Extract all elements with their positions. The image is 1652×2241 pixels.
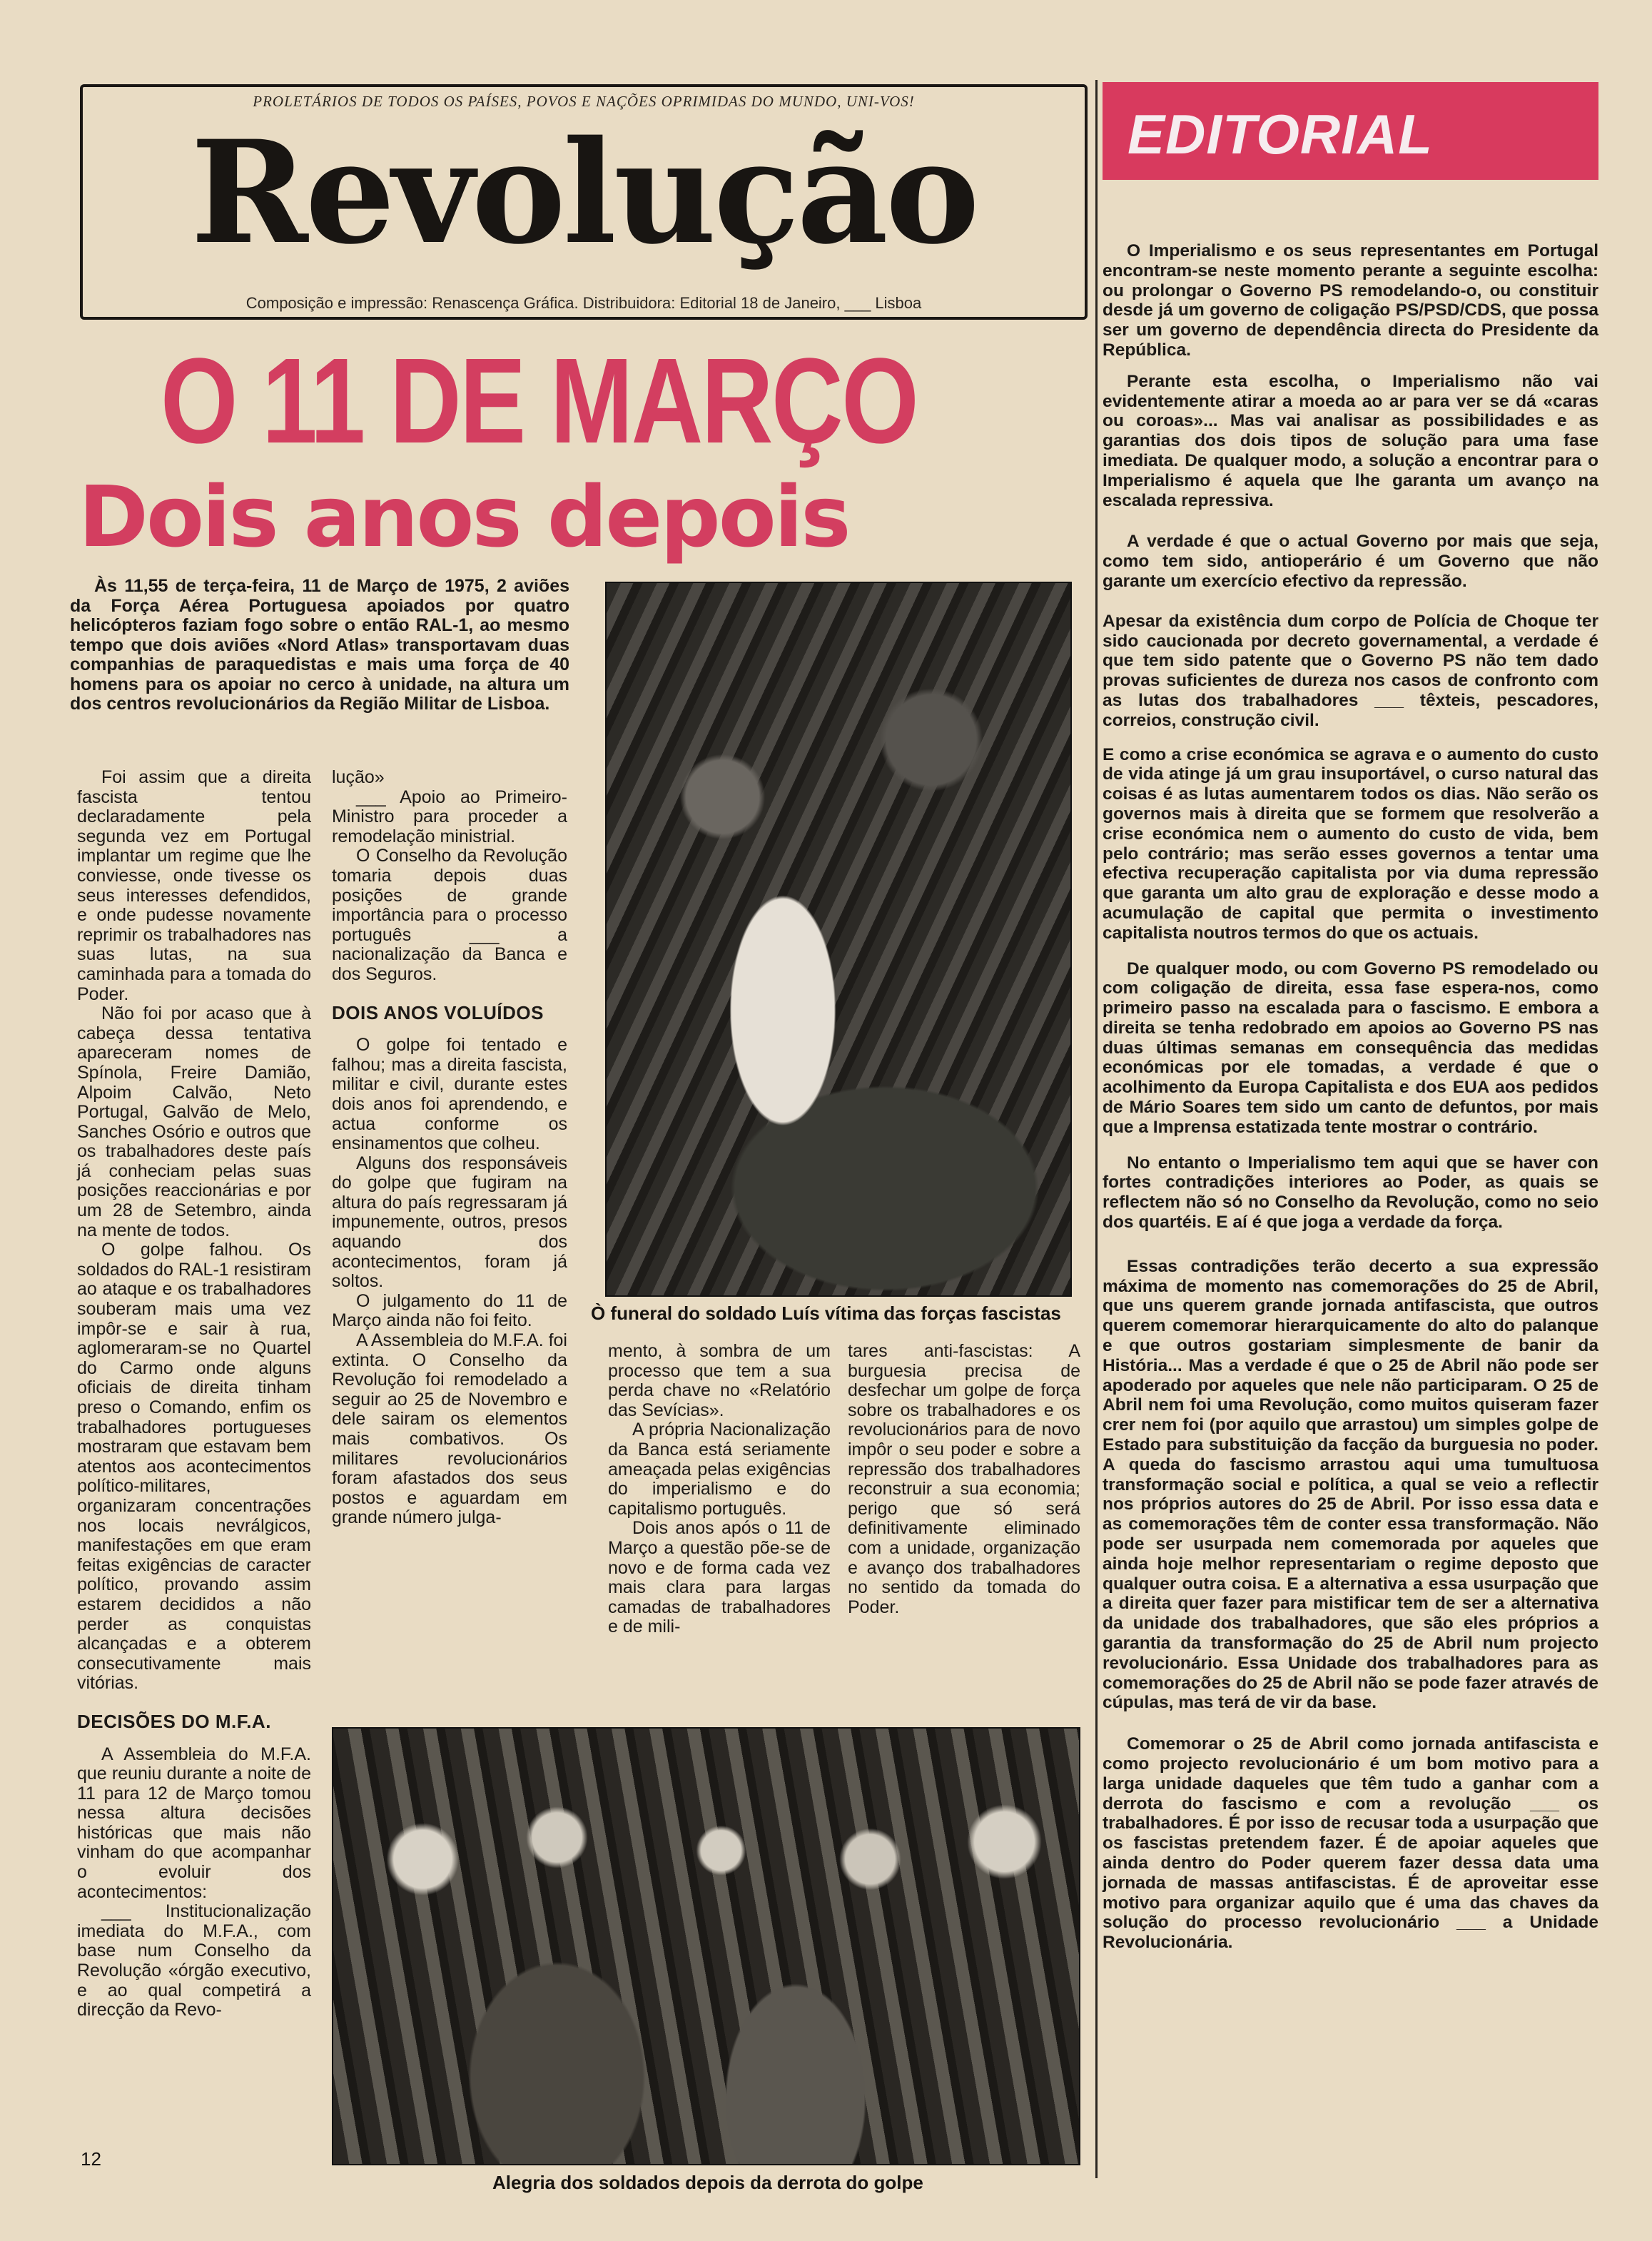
- col2-paragraph-6: O julgamento do 11 de Março ainda não foi feito.: [332, 1290, 567, 1331]
- funeral-photo: [605, 582, 1072, 1297]
- editorial-banner: [1103, 82, 1598, 180]
- col1-paragraph-2: Não foi por acaso que à cabeça dessa tentativa apareceram nomes de Spínola, Freire Damião, Alpoim Calvão, Neto Portugal, Galvão de Melo, Sanches Osório e outros que os trabalhadores deste país já conheciam pelas suas posições reaccionárias e por um 28 de Setembro, ainda na mente de todos.: [77, 1003, 311, 1240]
- col1-paragraph-4: A Assembleia do M.F.A. que reuniu durante a noite de 11 para 12 de Março tomou nessa altura decisões históricas que mais não vinham do que acompanhar o evoluir dos acontecimentos:: [77, 1744, 311, 1902]
- column-divider: [1095, 80, 1098, 2178]
- editorial-paragraph-9: Comemorar o 25 de Abril como jornada antifascista e como projecto revolucionário é um bom motivo para a larga unidade daqueles que têm tudo a ganhar com a derrota do fascismo e com a revolução ___ os trabalhadores. É por isso de recusar toda a usurpação que os fascistas pretendem fazer. É de apoiar aqueles que ainda dentro do Poder querem fazer dessa data uma jornada de massas antifascistas. É de aproveitar esse motivo para organizar aquilo que é uma das chaves da solução do processo revolucionário ___ a Unidade Revolucionária.: [1103, 1734, 1598, 1953]
- editorial-paragraph-5: E como a crise económica se agrava e o aumento do custo de vida atinge já um grau insuportável, o curso natural das coisas é as lutas aumentarem todos os dias. Não serão os governos mais à direita que se formem que resolverão a crise económica nem o aumento do custo de vida, bem pelo contrário; mas serão esses governos a tentar uma efectiva recuperação capitalista por via duma repressão que garanta um alto grau de exploração e desse modo a acumulação de capital que permita o investimento capitalista noutros termos do que os actuais.: [1103, 744, 1598, 943]
- editorial-banner-label: EDITORIAL: [1127, 103, 1433, 166]
- article-column-4: [848, 1342, 1080, 1617]
- editorial-paragraph-6: De qualquer modo, ou com Governo PS remodelado ou com coligação de direita, essa fase espera-nos, como primeiro passo na escalada para o fascismo. E embora a direita se tenha redobrado em apoios ao Governo PS nas duas últimas semanas em consequência das medidas económicas por ele tomadas, a verdade é que o acolhimento da Europa Capitalista e dos EUA aos pedidos de Mário Soares tem sido um canto de defuntos, por mais que a Imprensa estatizada tente mostrar o contrário.: [1103, 958, 1598, 1137]
- col2-paragraph-7: A Assembleia do M.F.A. foi extinta. O Conselho da Revolução foi remodelado a seguir ao 25 de Novembro e dele sairam os elementos mais combativos. Os militares revolucionários foram afastados dos seus postos e aguardam em grande número julga-: [332, 1330, 567, 1528]
- editorial-text: [1103, 241, 1598, 1953]
- soldiers-photo: [332, 1727, 1080, 2165]
- main-headline: O 11 DE MARÇO: [161, 333, 918, 469]
- masthead: [80, 84, 1088, 320]
- editorial-paragraph-7: No entanto o Imperialismo tem aqui que se haver con fortes contradições interiores ao Poder, as quais se reflectem não só no Conselho da Revolução, como no seio dos quartéis. E aí é que joga a verdade da força.: [1103, 1153, 1598, 1233]
- col2-paragraph-2: ___ Apoio ao Primeiro-Ministro para proceder a remodelação ministrial.: [332, 786, 567, 846]
- col1-paragraph-5: ___ Institucionalização imediata do M.F.A., com base num Conselho da Revolução «órgão executivo, e ao qual competirá a direcção da Revo-: [77, 1901, 311, 2020]
- article-column-3: [608, 1342, 831, 1637]
- col3-paragraph-2: A própria Nacionalização da Banca está seriamente ameaçada pelas exigências do imperialismo e do capitalismo português.: [608, 1420, 831, 1519]
- col2-paragraph-4: O golpe foi tentado e falhou; mas a direita fascista, militar e civil, durante estes dois anos foi aprendendo, e actua conforme os ensinamentos que colheu.: [332, 1035, 567, 1154]
- editorial-paragraph-2: Perante esta escolha, o Imperialismo não vai evidentemente atirar a moeda ao ar para ver se dá «caras ou coroas»... Mas vai analisar as possibilidades e as garantias dos dois tipos de solução para uma fase imediata. De qualquer modo, a solução a encontrar para o Imperialismo é aquela que lhe garanta um avanço na escalada repressiva.: [1103, 371, 1598, 510]
- col4-paragraph-1: tares anti-fascistas: A burguesia precisa de desfechar um golpe de força sobre os trabalhadores e os revolucionários para de novo impôr o seu poder e sobre a repressão dos trabalhadores reconstruir a sua economia; perigo que só será definitivamente eliminado com a unidade, organização e avanço dos trabalhadores no sentido da tomada do Poder.: [848, 1341, 1080, 1617]
- editorial-paragraph-4: Apesar da existência dum corpo de Polícia de Choque ter sido caucionada por decreto governamental, a verdade é que tem sido patente que o Governo PS não tem dado provas suficientes de dureza nos casos de confronto com as lutas dos trabalhadores ___ têxteis, pescadores, correios, construção civil.: [1103, 611, 1598, 730]
- article-column-1: [77, 768, 311, 2020]
- col2-paragraph-3: O Conselho da Revolução tomaria depois duas posições de grande importância para o processo português ___ a nacionalização da Banca e dos Seguros.: [332, 846, 567, 984]
- editorial-paragraph-3: A verdade é que o actual Governo por mais que seja, como tem sido, antioperário é um Governo que não garante um exercício efectivo da repressão.: [1103, 532, 1598, 591]
- lead-paragraph: [70, 577, 569, 714]
- col1-paragraph-3: O golpe falhou. Os soldados do RAL-1 resistiram ao ataque e os trabalhadores souberam mais uma vez impôr-se e sair à rua, aglomeraram-se no Quartel do Carmo onde alguns oficiais de direita tinham preso o Comando, enfim os trabalhadores portugueses mostraram que estavam bem atentos aos acontecimentos político-militares, organizaram concentrações nos locais nevrálgicos, manifestações em que eram feitas exigências de caracter político, provando assim estarem decididos a não perder as conquistas alcançadas e a obterem consecutivamente mais vitórias.: [77, 1240, 311, 1694]
- section-heading-dois-anos: DOIS ANOS VOLUÍDOS: [332, 1001, 544, 1023]
- lead-text: Às 11,55 de terça-feira, 11 de Março de 1975, 2 aviões da Força Aérea Portuguesa apoiados por quatro helicópteros faziam fogo sobre o então RAL-1, ao mesmo tempo que dois aviões «Nord Atlas» transportavam duas companhias de paraquedistas e mais uma força de 40 homens para os apoiar no cerco à unidade, na altura um dos centros revolucionários da Região Militar de Lisboa.: [70, 576, 569, 714]
- soldiers-photo-caption: Alegria dos soldados depois da derrota do golpe: [492, 2172, 923, 2193]
- col1-paragraph-1: Foi assim que a direita fascista tentou declaradamente pela segunda vez em Portugal implantar um regime que lhe conviesse, onde tivesse os seus interesses defendidos, e onde pudesse novamente reprimir os trabalhadores nas suas lutas, na sua caminhada para a tomada do Poder.: [77, 767, 311, 1004]
- funeral-photo-caption: Ò funeral do soldado Luís vítima das forças fascistas: [591, 1302, 1061, 1324]
- article-column-2: [332, 768, 567, 1528]
- subheadline: Dois anos depois: [78, 467, 849, 566]
- page-number: 12: [81, 2148, 101, 2170]
- masthead-imprint: Composição e impressão: Renascença Gráfica. Distribuidora: Editorial 18 de Janeiro, ___ Lisboa: [245, 294, 922, 312]
- editorial-paragraph-8: Essas contradições terão decerto a sua expressão máxima de momento nas comemorações do 25 de Abril, que uns querem grande jornada antifascista, que outros querem comemorar hierarquicamente do alto do palanque e que outros gostariam simplesmente de banir da História... Mas a verdade é que o 25 de Abril não pode ser apoderado por aqueles que nele não participaram. O 25 de Abril nem foi uma Revolução, como muitos quiseram fazer crer nem foi (por aquilo que arrastou) um simples golpe de Estado para substituição da facção da burguesia no poder. A queda do fascismo arrastou aqui uma tumultuosa transformação social e política, a qual se veio a reflectir nos próprios autores do 25 de Abril. Por isso essa data e as comemorações têm de conter essa transformação. Não pode ser usurpada nem comemorada por aqueles que ainda hoje melhor representariam o regime deposto que qualquer outra coisa. E a alternativa a essa usurpação que a direita quer fazer para mistificar tem de ser a alternativa da unidade dos trabalhadores, que são eles próprios a garantia da transformação do 25 de Abril num projecto revolucionário. Essa Unidade dos trabalhadores para as comemorações do 25 de Abril não se pode fazer através de cúpulas, mas terá de vir da base.: [1103, 1256, 1598, 1713]
- masthead-motto: PROLETÁRIOS DE TODOS OS PAÍSES, POVOS E NAÇÕES OPRIMIDAS DO MUNDO, UNI-VOS!: [253, 93, 915, 110]
- col2-paragraph-5: Alguns dos responsáveis do golpe que fugiram na altura do país regressaram já impunemente, outros, presos aquando dos acontecimentos, foram já soltos.: [332, 1153, 567, 1292]
- col3-paragraph-3: Dois anos após o 11 de Março a questão põe-se de novo e de forma cada vez mais clara para largas camadas de trabalhadores e de mili-: [608, 1518, 831, 1637]
- col3-paragraph-1: mento, à sombra de um processo que tem a sua perda chave no «Relatório das Sevícias».: [608, 1341, 831, 1420]
- section-heading-mfa: DECISÕES DO M.F.A.: [77, 1710, 271, 1732]
- col2-paragraph-1: lução»: [332, 767, 385, 787]
- newspaper-title: Revolução: [191, 109, 977, 275]
- editorial-paragraph-1: O Imperialismo e os seus representantes em Portugal encontram-se neste momento perante a seguinte escolha: ou prolongar o Governo PS remodelando-o, ou constituir desde já um governo de coligação PS/PSD/CDS, que possa ser um governo de dependência directa do Presidente da República.: [1103, 241, 1598, 360]
